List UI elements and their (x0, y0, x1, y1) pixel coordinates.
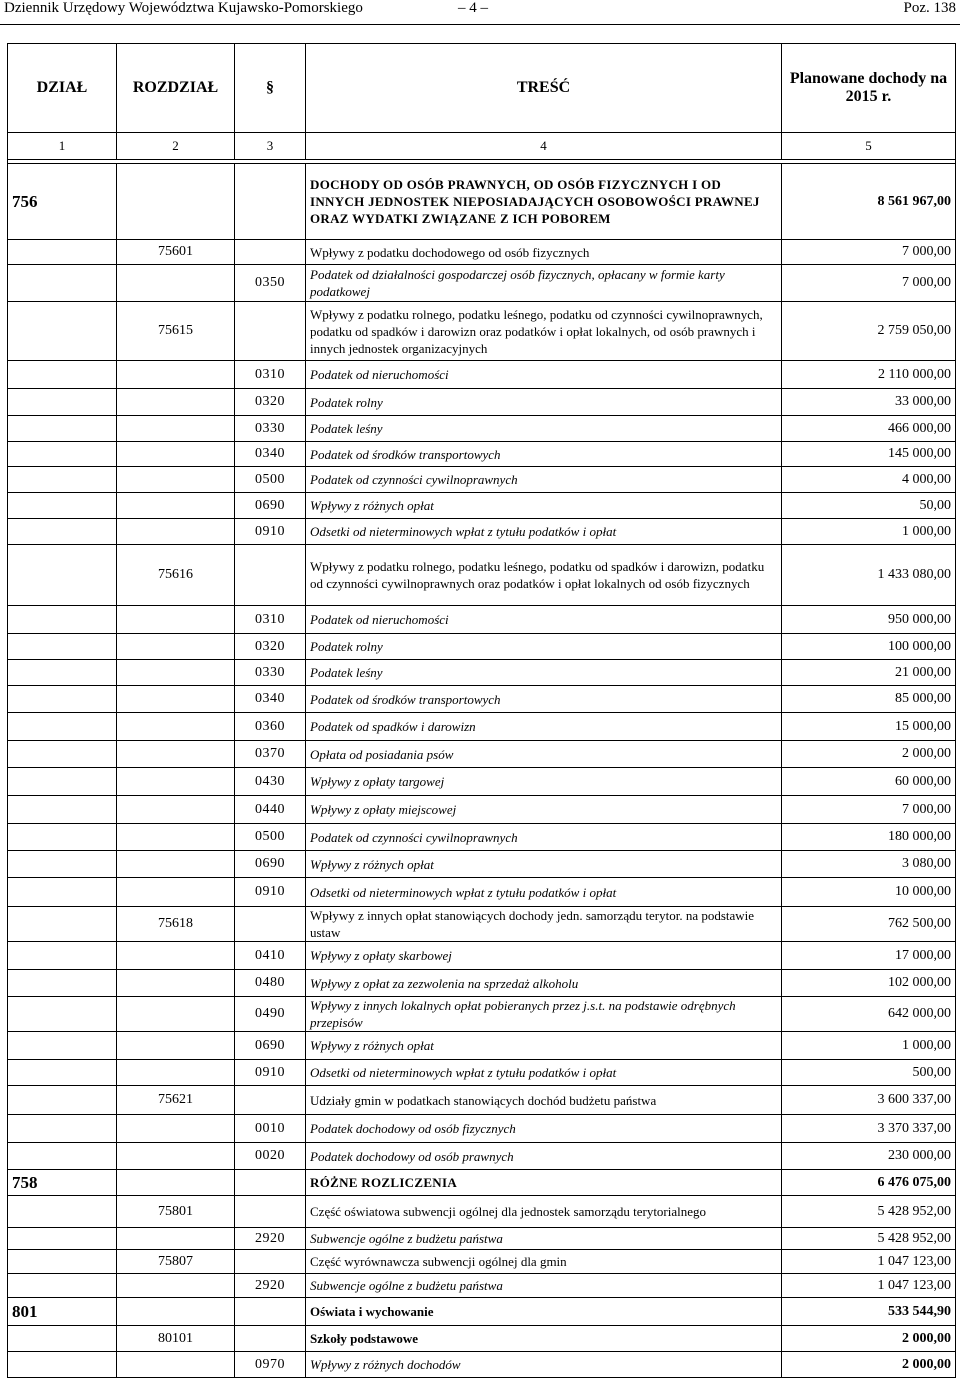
rozdzial-cell (117, 519, 235, 545)
dzial-cell (8, 851, 117, 878)
dzial-cell (8, 997, 117, 1032)
paragraf-cell: 0360 (235, 713, 306, 741)
rozdzial-cell (117, 1115, 235, 1143)
kwota-cell: 1 000,00 (782, 1032, 956, 1060)
kwota-cell: 100 000,00 (782, 634, 956, 660)
paragraf-row (8, 467, 956, 493)
journal-title: Dziennik Urzędowy Województwa Kujawsko-Pomorskiego (4, 0, 363, 16)
dzial-cell (8, 361, 117, 389)
paragraf-row (8, 1228, 956, 1250)
dzial-cell (8, 467, 117, 493)
header-divider (0, 24, 960, 25)
dzial-cell (8, 1060, 117, 1086)
tresc-cell: Podatek dochodowy od osób prawnych (306, 1143, 782, 1170)
rozdzial-cell (117, 1298, 235, 1326)
kwota-cell: 2 759 050,00 (782, 302, 956, 361)
rozdzial-cell (117, 164, 235, 240)
paragraf-row (8, 970, 956, 997)
rozdzial-row (8, 1196, 956, 1228)
kwota-cell: 533 544,90 (782, 1298, 956, 1326)
paragraf-cell (235, 1298, 306, 1326)
tresc-cell: Opłata od posiadania psów (306, 741, 782, 768)
rozdzial-cell (117, 416, 235, 442)
paragraf-row (8, 389, 956, 416)
tresc-cell: Podatek od środków transportowych (306, 686, 782, 713)
kwota-cell: 3 370 337,00 (782, 1115, 956, 1143)
paragraf-cell: 0320 (235, 389, 306, 416)
tresc-cell: Szkoły podstawowe (306, 1326, 782, 1352)
tresc-cell: Podatek rolny (306, 389, 782, 416)
paragraf-cell: 0500 (235, 824, 306, 851)
dzial-cell (8, 1143, 117, 1170)
col-header-tresc: TREŚĆ (306, 44, 782, 133)
paragraf-row (8, 606, 956, 634)
kwota-cell: 17 000,00 (782, 942, 956, 970)
rozdzial-cell (117, 1060, 235, 1086)
rozdzial-cell (117, 713, 235, 741)
paragraf-cell: 0500 (235, 467, 306, 493)
dzial-cell (8, 519, 117, 545)
paragraf-row (8, 997, 956, 1032)
rozdzial-cell (117, 1143, 235, 1170)
kwota-cell: 1 000,00 (782, 519, 956, 545)
rozdzial-cell: 75801 (117, 1196, 235, 1228)
rozdzial-cell: 75618 (117, 907, 235, 942)
paragraf-cell: 0330 (235, 660, 306, 686)
paragraf-cell: 0410 (235, 942, 306, 970)
position-number: Poz. 138 (903, 0, 956, 16)
rozdzial-cell (117, 970, 235, 997)
tresc-cell: Podatek od nieruchomości (306, 361, 782, 389)
dzial-row (8, 164, 956, 240)
tresc-cell: Podatek dochodowy od osób fizycznych (306, 1115, 782, 1143)
rozdzial-row (8, 1326, 956, 1352)
tresc-cell: DOCHODY OD OSÓB PRAWNYCH, OD OSÓB FIZYCZNYCH I OD INNYCH JEDNOSTEK NIEPOSIADAJĄCYCH OSOBOWOŚCI PRAWNEJ ORAZ WYDATKI ZWIĄZANE Z ICH POBOREM (306, 164, 782, 240)
rozdzial-cell: 75616 (117, 545, 235, 606)
kwota-cell: 7 000,00 (782, 265, 956, 302)
rozdzial-cell: 80101 (117, 1326, 235, 1352)
tresc-cell: Podatek od spadków i darowizn (306, 713, 782, 741)
tresc-cell: Wpływy z różnych dochodów (306, 1352, 782, 1378)
dzial-cell (8, 606, 117, 634)
page-header (0, 0, 960, 22)
kwota-cell: 6 476 075,00 (782, 1170, 956, 1196)
dzial-cell (8, 768, 117, 796)
dzial-cell (8, 240, 117, 265)
dzial-cell (8, 265, 117, 302)
paragraf-cell (235, 240, 306, 265)
tresc-cell: Wpływy z różnych opłat (306, 851, 782, 878)
tresc-cell: Wpływy z podatku rolnego, podatku leśnego, podatku od czynności cywilnoprawnych, podatku od spadków i darowizn oraz podatków i opłat lokalnych, od osób prawnych i innych jednostek organizacyjnych (306, 302, 782, 361)
paragraf-cell: 0490 (235, 997, 306, 1032)
paragraf-cell: 0910 (235, 519, 306, 545)
kwota-cell: 500,00 (782, 1060, 956, 1086)
kwota-cell: 2 000,00 (782, 741, 956, 768)
dzial-cell (8, 1228, 117, 1250)
kwota-cell: 762 500,00 (782, 907, 956, 942)
kwota-cell: 85 000,00 (782, 686, 956, 713)
dzial-cell (8, 970, 117, 997)
paragraf-row (8, 713, 956, 741)
rozdzial-cell (117, 1228, 235, 1250)
tresc-cell: Część oświatowa subwencji ogólnej dla jednostek samorządu terytorialnego (306, 1196, 782, 1228)
col-header-dzial: DZIAŁ (8, 44, 117, 133)
dzial-cell (8, 493, 117, 519)
paragraf-cell: 0340 (235, 442, 306, 467)
kwota-cell: 10 000,00 (782, 878, 956, 907)
dzial-cell (8, 545, 117, 606)
kwota-cell: 180 000,00 (782, 824, 956, 851)
paragraf-row (8, 416, 956, 442)
tresc-cell: Wpływy z opłaty targowej (306, 768, 782, 796)
paragraf-row (8, 1274, 956, 1298)
rozdzial-cell (117, 389, 235, 416)
paragraf-cell: 0430 (235, 768, 306, 796)
tresc-cell: Subwencje ogólne z budżetu państwa (306, 1228, 782, 1250)
paragraf-cell: 0320 (235, 634, 306, 660)
paragraf-cell: 0690 (235, 1032, 306, 1060)
paragraf-cell: 0310 (235, 361, 306, 389)
dzial-cell (8, 1250, 117, 1274)
rozdzial-row (8, 907, 956, 942)
dzial-cell (8, 634, 117, 660)
kwota-cell: 950 000,00 (782, 606, 956, 634)
dzial-cell (8, 942, 117, 970)
dzial-cell (8, 660, 117, 686)
rozdzial-cell (117, 796, 235, 824)
rozdzial-cell (117, 265, 235, 302)
paragraf-row (8, 442, 956, 467)
paragraf-row (8, 878, 956, 907)
dzial-cell (8, 713, 117, 741)
paragraf-cell: 2920 (235, 1228, 306, 1250)
rozdzial-cell (117, 824, 235, 851)
paragraf-cell: 0690 (235, 851, 306, 878)
kwota-cell: 8 561 967,00 (782, 164, 956, 240)
kwota-cell: 4 000,00 (782, 467, 956, 493)
paragraf-row (8, 519, 956, 545)
tresc-cell: Wpływy z opłat za zezwolenia na sprzedaż alkoholu (306, 970, 782, 997)
rozdzial-cell (117, 660, 235, 686)
paragraf-cell (235, 1250, 306, 1274)
paragraf-row (8, 660, 956, 686)
tresc-cell: RÓŻNE ROZLICZENIA (306, 1170, 782, 1196)
tresc-cell: Wpływy z różnych opłat (306, 493, 782, 519)
col-number: 3 (235, 133, 306, 160)
dzial-cell (8, 1115, 117, 1143)
paragraf-cell: 0020 (235, 1143, 306, 1170)
budget-table (7, 43, 956, 1378)
tresc-cell: Wpływy z innych lokalnych opłat pobieranych przez j.s.t. na podstawie odrębnych przepisów (306, 997, 782, 1032)
dzial-cell: 758 (8, 1170, 117, 1196)
tresc-cell: Wpływy z innych opłat stanowiących dochody jedn. samorządu terytor. na podstawie ustaw (306, 907, 782, 942)
kwota-cell: 230 000,00 (782, 1143, 956, 1170)
paragraf-cell (235, 164, 306, 240)
tresc-cell: Wpływy z różnych opłat (306, 1032, 782, 1060)
paragraf-cell (235, 907, 306, 942)
tresc-cell: Podatek leśny (306, 416, 782, 442)
paragraf-cell: 0340 (235, 686, 306, 713)
rozdzial-row (8, 302, 956, 361)
dzial-cell (8, 1326, 117, 1352)
dzial-cell (8, 442, 117, 467)
rozdzial-cell (117, 1170, 235, 1196)
dzial-cell (8, 1352, 117, 1378)
rozdzial-cell (117, 442, 235, 467)
tresc-cell: Wpływy z podatku rolnego, podatku leśnego, podatku od spadków i darowizn, podatku od czynności cywilnoprawnych oraz podatków i opłat lokalnych od osób fizycznych (306, 545, 782, 606)
rozdzial-row (8, 240, 956, 265)
rozdzial-cell (117, 1274, 235, 1298)
rozdzial-row (8, 1250, 956, 1274)
col-number: 2 (117, 133, 235, 160)
tresc-cell: Podatek leśny (306, 660, 782, 686)
dzial-row (8, 1298, 956, 1326)
page-number: – 4 – (458, 0, 488, 16)
dzial-cell (8, 796, 117, 824)
dzial-cell (8, 389, 117, 416)
kwota-cell: 50,00 (782, 493, 956, 519)
dzial-cell: 801 (8, 1298, 117, 1326)
paragraf-row (8, 824, 956, 851)
dzial-cell (8, 1086, 117, 1115)
paragraf-cell: 0910 (235, 1060, 306, 1086)
kwota-cell: 2 000,00 (782, 1326, 956, 1352)
paragraf-row (8, 851, 956, 878)
paragraf-row (8, 361, 956, 389)
tresc-cell: Odsetki od nieterminowych wpłat z tytułu podatków i opłat (306, 519, 782, 545)
kwota-cell: 1 047 123,00 (782, 1250, 956, 1274)
rozdzial-cell (117, 467, 235, 493)
paragraf-cell: 0970 (235, 1352, 306, 1378)
dzial-cell (8, 416, 117, 442)
kwota-cell: 1 433 080,00 (782, 545, 956, 606)
paragraf-cell: 0440 (235, 796, 306, 824)
dzial-cell (8, 741, 117, 768)
paragraf-row (8, 493, 956, 519)
paragraf-row (8, 686, 956, 713)
rozdzial-cell (117, 741, 235, 768)
tresc-cell: Podatek od czynności cywilnoprawnych (306, 467, 782, 493)
rozdzial-cell (117, 768, 235, 796)
col-number: 4 (306, 133, 782, 160)
dzial-cell (8, 907, 117, 942)
paragraf-cell (235, 1196, 306, 1228)
tresc-cell: Podatek od nieruchomości (306, 606, 782, 634)
paragraf-row (8, 1143, 956, 1170)
rozdzial-cell (117, 1032, 235, 1060)
dzial-cell (8, 686, 117, 713)
paragraf-cell: 0010 (235, 1115, 306, 1143)
kwota-cell: 3 600 337,00 (782, 1086, 956, 1115)
kwota-cell: 2 110 000,00 (782, 361, 956, 389)
paragraf-cell: 0370 (235, 741, 306, 768)
kwota-cell: 3 080,00 (782, 851, 956, 878)
kwota-cell: 21 000,00 (782, 660, 956, 686)
paragraf-cell: 0910 (235, 878, 306, 907)
paragraf-cell: 0690 (235, 493, 306, 519)
tresc-cell: Podatek od środków transportowych (306, 442, 782, 467)
tresc-cell: Wpływy z opłaty miejscowej (306, 796, 782, 824)
paragraf-cell (235, 1170, 306, 1196)
kwota-cell: 15 000,00 (782, 713, 956, 741)
tresc-cell: Podatek od działalności gospodarczej osób fizycznych, opłacany w formie karty podatkowej (306, 265, 782, 302)
rozdzial-cell (117, 493, 235, 519)
kwota-cell: 60 000,00 (782, 768, 956, 796)
tresc-cell: Podatek od czynności cywilnoprawnych (306, 824, 782, 851)
dzial-cell (8, 302, 117, 361)
rozdzial-row (8, 545, 956, 606)
dzial-cell (8, 1032, 117, 1060)
tresc-cell: Odsetki od nieterminowych wpłat z tytułu podatków i opłat (306, 878, 782, 907)
tresc-cell: Udziały gmin w podatkach stanowiących dochód budżetu państwa (306, 1086, 782, 1115)
paragraf-row (8, 768, 956, 796)
kwota-cell: 2 000,00 (782, 1352, 956, 1378)
dzial-cell (8, 824, 117, 851)
col-number: 5 (782, 133, 956, 160)
paragraf-row (8, 942, 956, 970)
paragraf-row (8, 634, 956, 660)
paragraf-cell: 2920 (235, 1274, 306, 1298)
dzial-cell (8, 1274, 117, 1298)
paragraf-cell: 0310 (235, 606, 306, 634)
paragraf-cell (235, 545, 306, 606)
paragraf-row (8, 741, 956, 768)
paragraf-row (8, 1115, 956, 1143)
kwota-cell: 145 000,00 (782, 442, 956, 467)
col-number: 1 (8, 133, 117, 160)
paragraf-cell (235, 302, 306, 361)
paragraf-cell: 0480 (235, 970, 306, 997)
kwota-cell: 5 428 952,00 (782, 1228, 956, 1250)
paragraf-cell: 0330 (235, 416, 306, 442)
paragraf-row (8, 796, 956, 824)
rozdzial-cell (117, 606, 235, 634)
kwota-cell: 466 000,00 (782, 416, 956, 442)
dzial-cell (8, 1196, 117, 1228)
rozdzial-cell: 75621 (117, 1086, 235, 1115)
kwota-cell: 642 000,00 (782, 997, 956, 1032)
kwota-cell: 102 000,00 (782, 970, 956, 997)
paragraf-row (8, 1352, 956, 1378)
column-number-row (8, 133, 956, 160)
col-header-kwota: Planowane dochody na 2015 r. (782, 44, 956, 133)
rozdzial-cell (117, 851, 235, 878)
kwota-cell: 33 000,00 (782, 389, 956, 416)
paragraf-row (8, 1060, 956, 1086)
tresc-cell: Odsetki od nieterminowych wpłat z tytułu podatków i opłat (306, 1060, 782, 1086)
rozdzial-cell (117, 997, 235, 1032)
rozdzial-row (8, 1086, 956, 1115)
kwota-cell: 1 047 123,00 (782, 1274, 956, 1298)
column-header-row (8, 44, 956, 133)
tresc-cell: Oświata i wychowanie (306, 1298, 782, 1326)
rozdzial-cell: 75807 (117, 1250, 235, 1274)
rozdzial-cell (117, 942, 235, 970)
rozdzial-cell (117, 1352, 235, 1378)
col-header-rozdzial: ROZDZIAŁ (117, 44, 235, 133)
rozdzial-cell (117, 878, 235, 907)
rozdzial-cell (117, 686, 235, 713)
paragraf-row (8, 1032, 956, 1060)
dzial-cell (8, 878, 117, 907)
kwota-cell: 7 000,00 (782, 796, 956, 824)
tresc-cell: Wpływy z podatku dochodowego od osób fizycznych (306, 240, 782, 265)
rozdzial-cell (117, 634, 235, 660)
kwota-cell: 7 000,00 (782, 240, 956, 265)
kwota-cell: 5 428 952,00 (782, 1196, 956, 1228)
paragraf-row (8, 265, 956, 302)
col-header-paragraf: § (235, 44, 306, 133)
dzial-row (8, 1170, 956, 1196)
tresc-cell: Część wyrównawcza subwencji ogólnej dla gmin (306, 1250, 782, 1274)
paragraf-cell (235, 1326, 306, 1352)
tresc-cell: Wpływy z opłaty skarbowej (306, 942, 782, 970)
rozdzial-cell: 75601 (117, 240, 235, 265)
paragraf-cell: 0350 (235, 265, 306, 302)
dzial-cell: 756 (8, 164, 117, 240)
rozdzial-cell: 75615 (117, 302, 235, 361)
paragraf-cell (235, 1086, 306, 1115)
tresc-cell: Podatek rolny (306, 634, 782, 660)
tresc-cell: Subwencje ogólne z budżetu państwa (306, 1274, 782, 1298)
rozdzial-cell (117, 361, 235, 389)
